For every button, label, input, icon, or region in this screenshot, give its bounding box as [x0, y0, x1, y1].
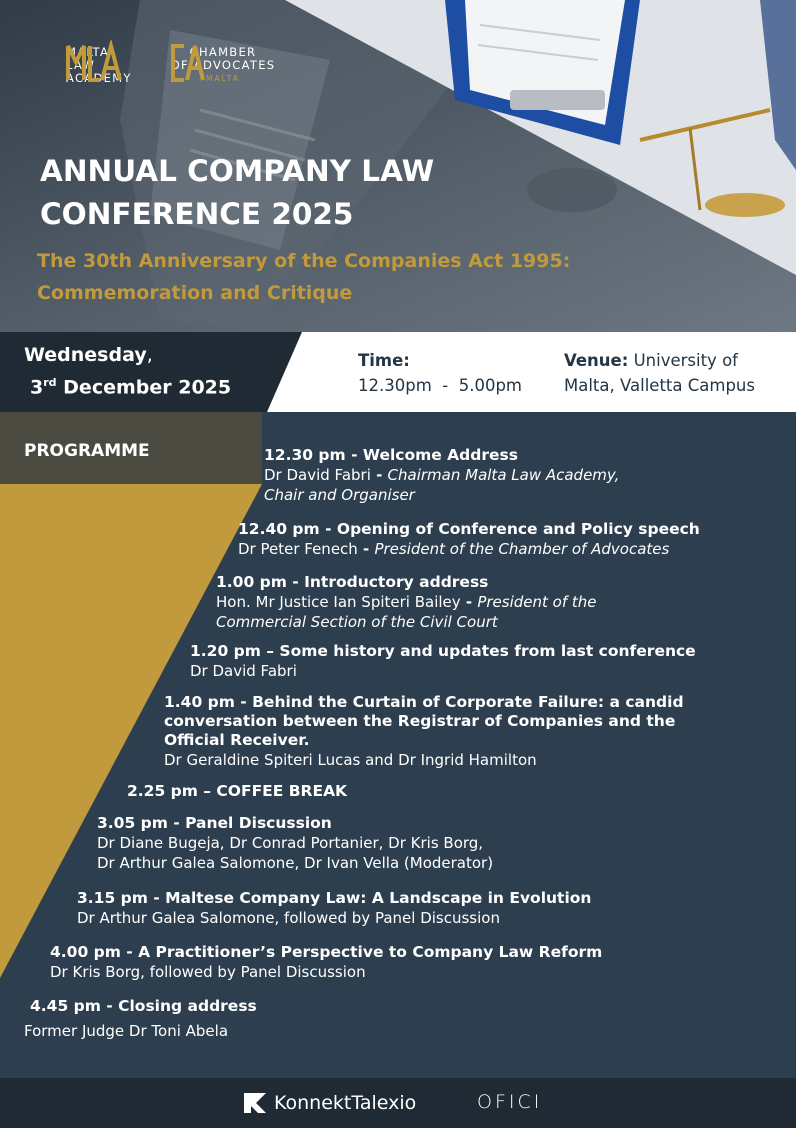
time-label: Time: [358, 351, 410, 370]
konnekt-talexio-icon [242, 1091, 268, 1115]
conference-subtitle [37, 245, 570, 309]
event-date [30, 376, 231, 398]
chamber-of-advocates-logo [167, 40, 279, 85]
programme-item-speaker: Dr David Fabri [190, 662, 297, 680]
programme-item [238, 520, 700, 559]
event-date-number: 3 [30, 376, 44, 399]
title-line-1: ANNUAL COMPANY LAW [40, 154, 435, 188]
malta-law-academy-logo [66, 40, 132, 85]
programme-item-speaker: Dr Geraldine Spiteri Lucas and Dr Ingrid Hamilton [164, 751, 537, 769]
programme-item-role-continued: Commercial Section of the Civil Court [216, 613, 498, 631]
hero-banner [0, 0, 796, 332]
sponsors-footer [0, 1078, 796, 1128]
programme-item-speaker: Dr Diane Bugeja, Dr Conrad Portanier, Dr Kris Borg, [97, 834, 484, 852]
programme-item-speaker: Dr Peter Fenech [238, 540, 358, 558]
event-venue [564, 348, 755, 398]
title-line-2: CONFERENCE 2025 [40, 197, 354, 231]
event-date-month-year: December 2025 [56, 376, 232, 399]
conference-title [40, 150, 434, 236]
konnekt-talexio-wordmark: KonnektTalexio [274, 1092, 417, 1114]
programme-item [264, 446, 619, 505]
programme-item-title: 1.00 pm - Introductory address [216, 573, 489, 591]
programme-item-title-line-2: conversation between the Registrar of Companies and the [164, 712, 676, 730]
mla-logo-line-2: LAW [66, 58, 96, 72]
programme-item [164, 693, 684, 770]
ca-monogram-icon [167, 40, 207, 82]
programme-item-role: Chairman Malta Law Academy, [387, 466, 620, 484]
programme-item-coffee-break [127, 782, 347, 801]
programme-item-title: 4.45 pm - Closing address [30, 997, 257, 1015]
venue-line-2: Malta, Valletta Campus [564, 376, 755, 395]
programme-item-separator: - [460, 593, 478, 611]
ca-logo-line-1: CHAMBER [189, 45, 257, 59]
konnekt-talexio-logo [242, 1091, 416, 1115]
programme-item-title: 2.25 pm – COFFEE BREAK [127, 782, 348, 800]
programme-item-speaker: Dr Kris Borg, followed by Panel Discussion [50, 963, 366, 981]
event-day-name: Wednesday [24, 344, 147, 366]
programme-item [216, 573, 597, 632]
event-day [24, 344, 153, 366]
event-time [358, 348, 522, 398]
subtitle-line-1: The 30th Anniversary of the Companies Act 1995: [37, 250, 571, 272]
programme-item [77, 889, 591, 928]
programme-item-separator: - [370, 466, 388, 484]
mla-monogram-icon [66, 40, 122, 82]
programme-item [24, 997, 257, 1041]
ca-logo-line-2: OF ADVOCATES [170, 58, 276, 72]
programme-item [50, 943, 602, 982]
programme-item-title-line-3: Official Receiver. [164, 731, 310, 749]
programme-item-title: 1.20 pm – Some history and updates from last conference [190, 642, 696, 660]
mla-logo-line-1: MALTA [66, 45, 110, 59]
subtitle-line-2: Commemoration and Critique [37, 282, 353, 304]
event-details-band [0, 332, 796, 412]
programme-item-speaker-continued: Dr Arthur Galea Salomone, Dr Ivan Vella (Moderator) [97, 854, 494, 872]
programme-item-title: 3.15 pm - Maltese Company Law: A Landscape in Evolution [77, 889, 592, 907]
programme-heading: PROGRAMME [24, 441, 150, 461]
programme-item-speaker: Hon. Mr Justice Ian Spiteri Bailey [216, 593, 461, 611]
programme-item [97, 814, 493, 873]
venue-label: Venue: [564, 351, 629, 370]
mla-logo-line-3: ACADEMY [66, 71, 132, 85]
programme-item-title: 3.05 pm - Panel Discussion [97, 814, 332, 832]
programme-item-title: 12.30 pm - Welcome Address [264, 446, 518, 464]
programme-item-role: President of the Chamber of Advocates [374, 540, 670, 558]
programme-item-speaker: Dr David Fabri [264, 466, 371, 484]
programme-item-separator: - [357, 540, 375, 558]
event-day-comma: , [146, 344, 153, 366]
programme-item-role: President of the [477, 593, 597, 611]
venue-line-1: University of [628, 351, 738, 370]
programme-item-speaker: Dr Arthur Galea Salomone, followed by Panel Discussion [77, 909, 500, 927]
programme-item-role-continued: Chair and Organiser [264, 486, 415, 504]
programme-item-title: 12.40 pm - Opening of Conference and Policy speech [238, 520, 700, 538]
programme-item-title: 1.40 pm - Behind the Curtain of Corporate Failure: a candid [164, 693, 684, 711]
oficl-logo: OFICI [477, 1091, 543, 1113]
time-value: 12.30pm - 5.00pm [358, 376, 523, 395]
event-date-suffix: rd [43, 376, 57, 389]
ca-logo-sub: MALTA [206, 74, 240, 83]
programme-item-title: 4.00 pm - A Practitioner’s Perspective to Company Law Reform [50, 943, 603, 961]
programme-item [190, 642, 696, 681]
programme-item-speaker: Former Judge Dr Toni Abela [24, 1022, 229, 1040]
